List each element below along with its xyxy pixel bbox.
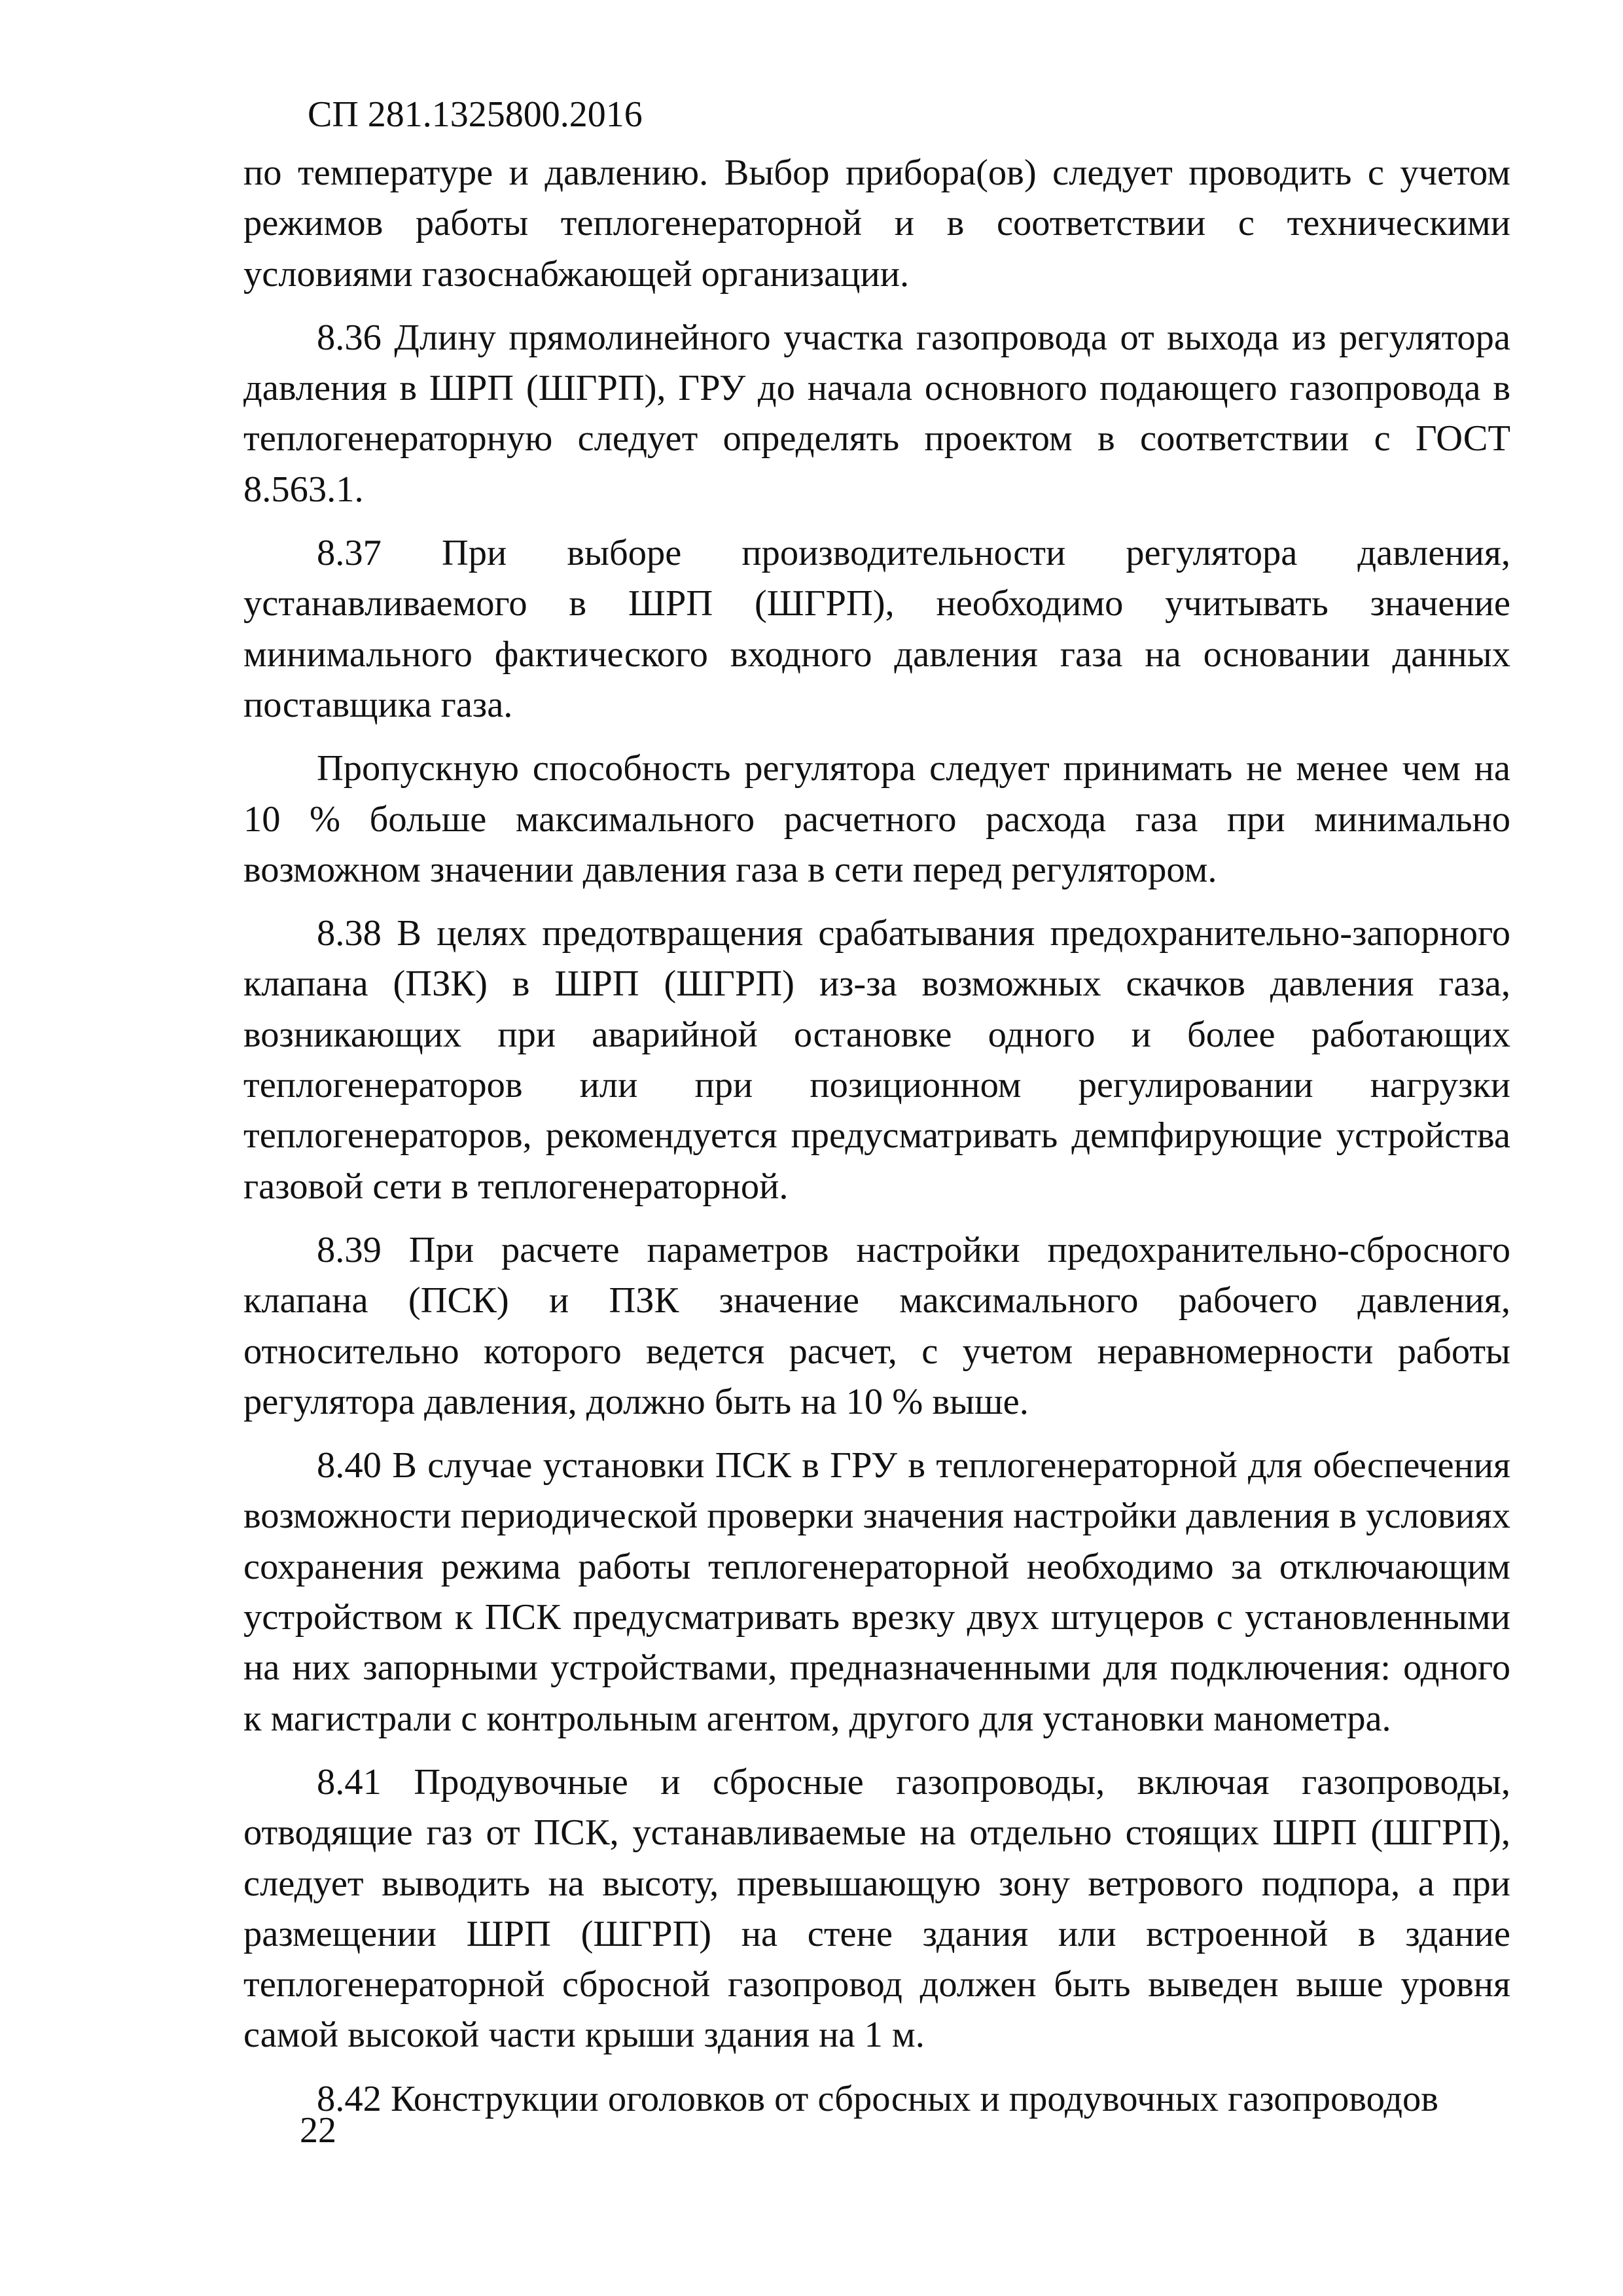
paragraph-continuation: по температуре и давлению. Выбор прибора(ов) следует проводить с учетом режимов работы теплогенераторной и в соответствии с техническими условиями газоснабжающей организации. — [243, 152, 1510, 295]
paragraph-8-41: 8.41 Продувочные и сбросные газопроводы, включая газопроводы, отводящие газ от ПСК, устанавливаемые на отдельно стоящих ШРП (ШГРП), следует выводить на высоту, превышающую зону ветрового подпора, а при размещении ШРП (ШГРП) на стене здания или встроенной в здание теплогенераторной сбросной газопровод должен быть выведен выше уровня самой высокой части крыши здания на 1 м. — [243, 1761, 1510, 2056]
paragraph-8-39: 8.39 При расчете параметров настройки предохранительно-сбросного клапана (ПСК) и ПЗК значение максимального рабочего давления, относительно которого ведется расчет, с учетом неравномерности работы регулятора давления, должно быть на 10 % выше. — [243, 1229, 1510, 1422]
paragraph-8-37-capacity: Пропускную способность регулятора следует принимать не менее чем на 10 % больше максимального расчетного расхода газа при минимально возможном значении давления газа в сети перед регулятором. — [243, 748, 1510, 890]
paragraph-8-36: 8.36 Длину прямолинейного участка газопровода от выхода из регулятора давления в ШРП (ШГРП), ГРУ до начала основного подающего газопровода в теплогенераторную следует определять проектом в соответствии с ГОСТ 8.563.1. — [243, 317, 1510, 510]
page-number: 22 — [300, 2110, 336, 2151]
document-code-header: СП 281.1325800.2016 — [308, 94, 643, 135]
paragraph-8-42: 8.42 Конструкции оголовков от сбросных и продувочных газопроводов — [317, 2078, 1438, 2119]
paragraph-8-38: 8.38 В целях предотвращения срабатывания предохранительно-запорного клапана (ПЗК) в ШРП (ШГРП) из-за возможных скачков давления газа, возникающих при аварийной остановке одного и более работающих теплогенераторов или при позиционном регулировании нагрузки теплогенераторов, рекомендуется предусматривать демпфирующие устройства газовой сети в теплогенераторной. — [243, 913, 1510, 1207]
document-body — [243, 148, 1510, 2125]
paragraph-8-37: 8.37 При выборе производительности регулятора давления, устанавливаемого в ШРП (ШГРП), необходимо учитывать значение минимального фактического входного давления газа на основании данных поставщика газа. — [243, 533, 1510, 725]
paragraph-8-40: 8.40 В случае установки ПСК в ГРУ в теплогенераторной для обеспечения возможности периодической проверки значения настройки давления в условиях сохранения режима работы теплогенераторной необходимо за отключающим устройством к ПСК предусматривать врезку двух штуцеров с установленными на них запорными устройствами, предназначенными для подключения: одного к магистрали с контрольным агентом, другого для установки манометра. — [243, 1445, 1510, 1739]
